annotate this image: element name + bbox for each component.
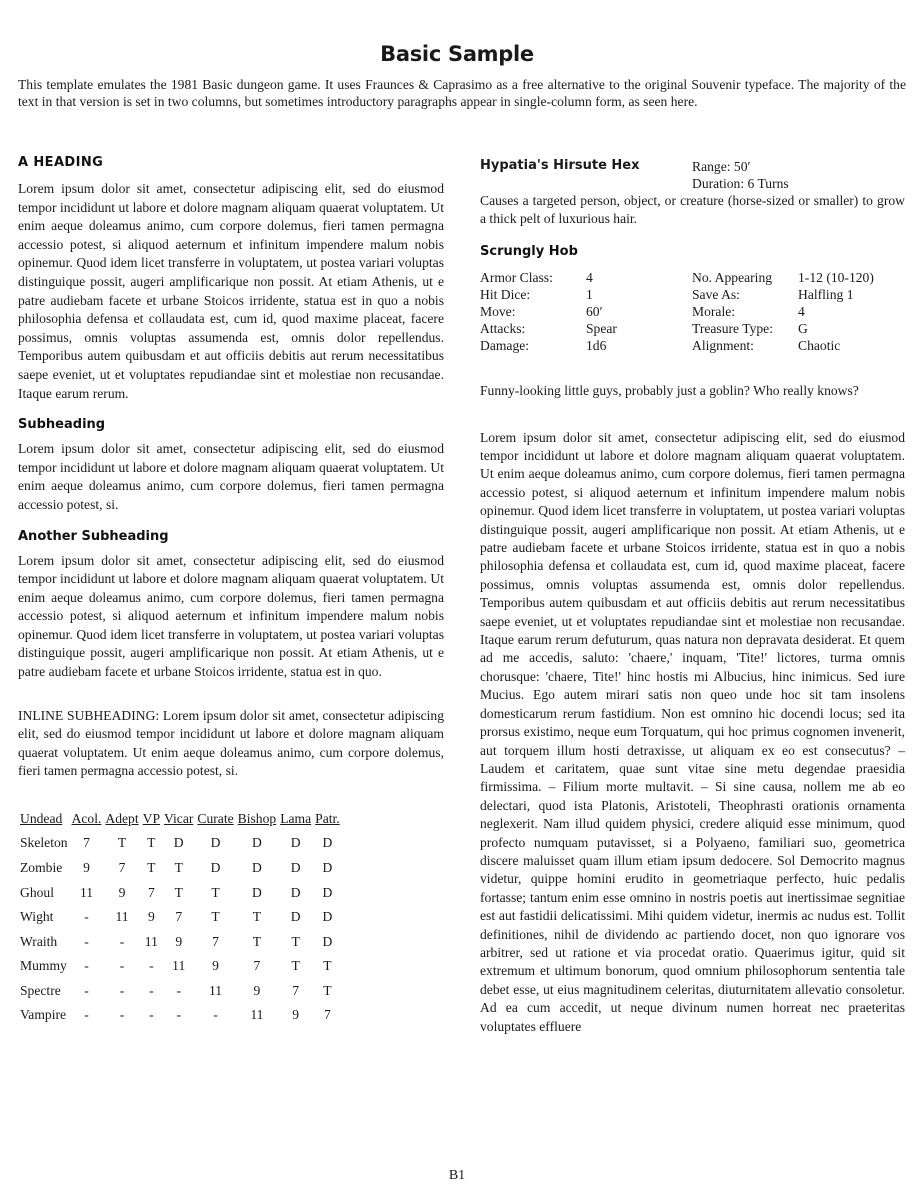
turn-value-cell: -	[149, 982, 154, 998]
right-column	[480, 150, 905, 1036]
turn-value-cell: -	[119, 933, 125, 949]
table-row	[20, 979, 344, 1004]
stat-value: 60′	[586, 304, 603, 319]
spell-name: Hypatia's Hirsute Hex	[480, 158, 640, 173]
monster-flavor-text: Funny-looking little guys, probably just a goblin? Who really knows?	[480, 383, 859, 398]
turn-value-cell: T	[323, 958, 332, 974]
turn-value-cell: D	[322, 909, 333, 925]
turn-value-cell: T	[252, 909, 262, 925]
undead-type-cell: Mummy	[20, 958, 67, 974]
turn-value-cell: -	[84, 958, 89, 974]
turn-value-cell: D	[252, 835, 262, 851]
turn-value-cell: -	[119, 958, 125, 974]
turn-value-cell: 11	[115, 909, 129, 925]
body-paragraph-1: Lorem ipsum dolor sit amet, consectetur adipiscing elit, sed do eiusmod tempor incididunt ut labore et dolore magnam aliquam quaerat voluptatem. Ut enim aeque doleamus animo, cum corpore dolemus, fieri tamen permagna accessio potest, si aliquod aeternum et infinitum impendere malum nobis opinemur. Quod idem licet transferre in voluptatem, ut postea variari voluptas distinguique possit, augeri amplificarique non possit. At etiam Athenis, ut e patre audiebam facete et urbane Stoicos irridente, statua est in quo a nobis philosophia defensa et collaudata est, cum id, quod maxime placeat, facere possimus, omnis voluptas assumenda est, omnis dolor repellendus. Temporibus autem quibusdam et aut officiis debitis aut rerum necessitatibus saepe eveniet, ut et voluptates repudiandae sint et molestiae non recusandae. Itaque earum rerum.	[18, 181, 444, 401]
stat-label: No. Appearing	[692, 270, 773, 285]
turn-value-cell: -	[149, 958, 154, 974]
turn-value-cell: T	[147, 835, 156, 851]
turn-value-cell: 9	[83, 859, 90, 875]
turn-value-cell: D	[322, 884, 333, 900]
stat-label: Alignment:	[692, 338, 754, 353]
turn-value-cell: T	[252, 933, 262, 949]
stat-label: Save As:	[692, 287, 740, 302]
turn-value-cell: -	[119, 982, 125, 998]
inline-subheading: INLINE SUBHEADING:	[18, 707, 160, 723]
another-subheading: Another Subheading	[18, 528, 169, 544]
table-body	[20, 831, 344, 1028]
monster-name: Scrungly Hob	[480, 244, 578, 259]
turn-value-cell: -	[149, 1007, 154, 1023]
table-row	[20, 905, 344, 930]
turn-value-cell: 9	[118, 884, 126, 900]
turn-value-cell: -	[176, 982, 181, 998]
turn-value-cell: -	[84, 1007, 89, 1023]
turn-value-cell: 11	[144, 933, 158, 949]
stat-value: 4	[798, 304, 805, 319]
turn-value-cell: T	[117, 835, 127, 851]
header-cell: Undead	[20, 811, 63, 827]
turn-value-cell: 11	[250, 1007, 264, 1023]
subheading: Subheading	[18, 417, 106, 433]
turn-value-cell: T	[291, 958, 300, 974]
inline-text: Lorem ipsum dolor sit amet, consectetur adipiscing elit, sed do eiusmod tempor incididunt ut labore et dolore magnam aliquam quaerat voluptatem. Ut enim aeque doleamus animo, cum corpore dolemus, fieri tamen permagna accessio potest, si.	[18, 707, 444, 779]
turn-value-cell: 7	[212, 933, 219, 949]
turn-value-cell: T	[147, 859, 156, 875]
body-paragraph-3: Lorem ipsum dolor sit amet, consectetur adipiscing elit, sed do eiusmod tempor incididunt ut labore et dolore magnam aliquam quaerat voluptatem. Ut enim aeque doleamus animo, cum corpore dolemus, fieri tamen permagna accessio potest, si aliquod aeternum et infinitum impendere malum nobis opinemur. Quod idem licet transferre in voluptatem, ut postea variari voluptas distinguique possit, augeri amplificarique non possit. At etiam Athenis, ut e patre audiebam facete et urbane Stoicos irridente, statua est in quo.	[18, 552, 444, 680]
turn-value-cell: D	[290, 884, 301, 900]
turn-value-cell: D	[210, 835, 221, 851]
turn-value-cell: 7	[253, 958, 261, 974]
turn-value-cell: D	[173, 835, 184, 851]
stat-label: Treasure Type:	[692, 321, 773, 336]
body-paragraph-2: Lorem ipsum dolor sit amet, consectetur adipiscing elit, sed do eiusmod tempor incididunt ut labore et dolore magnam aliquam quaerat voluptatem. Ut enim aeque doleamus animo, cum corpore dolemus, fieri tamen permagna accessio potest, si.	[18, 441, 444, 512]
header-cell: Vicar	[164, 811, 194, 827]
turn-value-cell: 9	[292, 1007, 300, 1023]
stat-label: Damage:	[480, 338, 530, 353]
undead-type-cell: Spectre	[20, 982, 61, 998]
turn-value-cell: 7	[147, 884, 155, 900]
spell-description: Causes a targeted person, object, or creature (horse-sized or smaller) to grow a thick pelt of luxurious hair.	[480, 193, 905, 226]
stat-label: Move:	[480, 304, 516, 319]
stat-value: 1-12 (10-120)	[798, 270, 874, 285]
turn-value-cell: D	[290, 859, 301, 875]
table-row	[20, 880, 344, 905]
turn-value-cell: D	[290, 835, 301, 851]
header-cell: Curate	[197, 811, 234, 827]
monster-stat-block	[480, 269, 905, 354]
turn-value-cell: -	[84, 909, 89, 925]
turn-value-cell: D	[290, 909, 301, 925]
turn-value-cell: D	[210, 859, 221, 875]
stat-label: Armor Class:	[480, 270, 553, 285]
inline-subheading-paragraph	[18, 707, 444, 781]
stat-label: Hit Dice:	[480, 287, 531, 302]
left-column	[18, 150, 444, 1028]
undead-type-cell: Skeleton	[20, 835, 68, 851]
turn-value-cell: T	[291, 933, 300, 949]
table-row	[20, 929, 344, 954]
undead-type-cell: Wraith	[20, 933, 58, 949]
turn-value-cell: 9	[147, 909, 155, 925]
stat-value: 1	[586, 287, 593, 302]
stat-value: Chaotic	[798, 338, 841, 353]
turn-value-cell: T	[323, 982, 332, 998]
turn-value-cell: -	[119, 1007, 125, 1023]
section-heading: A HEADING	[18, 155, 104, 170]
table-header-row	[20, 811, 344, 831]
table-row	[20, 856, 344, 881]
header-cell: Adept	[105, 811, 139, 827]
stat-value: 1d6	[586, 338, 607, 353]
stat-value: 4	[586, 270, 593, 285]
stat-value: Spear	[586, 321, 617, 336]
turn-value-cell: -	[176, 1007, 181, 1023]
stat-value: G	[798, 321, 808, 336]
header-cell: Patr.	[315, 811, 340, 827]
turn-value-cell: 7	[324, 1007, 331, 1023]
turn-value-cell: T	[211, 884, 220, 900]
turn-value-cell: D	[252, 859, 262, 875]
table-row	[20, 1003, 344, 1028]
page-number: B1	[448, 1168, 466, 1183]
turn-value-cell: T	[211, 909, 220, 925]
header-cell: Lama	[280, 811, 312, 827]
undead-type-cell: Ghoul	[20, 884, 54, 900]
turn-value-cell: 7	[292, 982, 300, 998]
turn-value-cell: 9	[175, 933, 183, 949]
turn-value-cell: -	[213, 1007, 218, 1023]
turn-value-cell: D	[322, 835, 333, 851]
turn-value-cell: 7	[175, 909, 183, 925]
page-title: Basic Sample	[380, 42, 534, 66]
header-cell: Acol.	[71, 811, 102, 827]
intro-paragraph: This template emulates the 1981 Basic dungeon game. It uses Fraunces & Caprasimo as a free alternative to the original Souvenir typeface. The majority of the text in that version is set in two columns, but sometimes introductory paragraphs appear in single-column form, as seen here.	[18, 77, 906, 109]
turn-value-cell: T	[174, 859, 183, 875]
turn-undead-table	[20, 811, 344, 1028]
stat-label: Morale:	[692, 304, 736, 319]
stat-label: Attacks:	[480, 321, 526, 336]
turn-value-cell: D	[252, 884, 262, 900]
spell-duration: Duration: 6 Turns	[692, 176, 789, 191]
header-cell: VP	[142, 811, 161, 827]
turn-value-cell: -	[84, 982, 89, 998]
body-paragraph-right: Lorem ipsum dolor sit amet, consectetur adipiscing elit, sed do eiusmod tempor incididunt ut labore et dolore magnam aliquam quaerat voluptatem. Ut enim aeque doleamus animo, cum corpore dolemus, fieri tamen permagna accessio potest, si aliquod aeternum et infinitum impendere malum nobis opinemur. Quod idem licet transferre in voluptatem, ut postea variari voluptas distinguique possit, augeri amplificarique non possit. At etiam Athenis, ut e patre audiebam facete et urbane Stoicos irridente, statua est in quo a nobis philosophia defensa et collaudata est, cum id, quod maxime placeat, facere possimus, omnis voluptas assumenda est, omnis dolor repellendus. Temporibus autem quibusdam et aut officiis debitis aut rerum necessitatibus saepe eveniet, ut et voluptates repudiandae sint et molestiae non recusandae. Itaque earum rerum defuturum, quas natura non depravata desiderat. Et quem ad me accedis, saluto: 'chaere,' inquam, 'Tite!' lictores, turma omnis chorusque: 'chaere, Tite!' hinc hostis mi Albucius, hinc inimicus. Sed iure Mucius. Ego autem mirari satis non queo unde hoc sit tam insolens domesticarum rerum fastidium. Non est omnino hic docendi locus; sed ita prorsus existimo, neque eum Torquatum, qui hoc primus cognomen invenerit, aut torquem illum hosti detraxisse, ut aliquam ex eo est consecutus? – Laudem et caritatem, quae sunt vitae sine metu degendae praesidia firmissima. – Filium morte multavit. – Si sine causa, nollem me ab eo delectari, quod ista Platonis, Aristoteli, Theophrasti orationis ornamenta neglexerit. Nam illud quidem physici, credere aliquid esse minimum, quod profecto numquam putavisset, si a Polyaeno, familiari suo, geometrica discere maluisset quam illum etiam ipsum dedocere. Sol Democrito magnus videtur, quippe homini erudito in geometriaque perfecto, huic pedalis fortasse; tantum enim esse omnino in nostris poetis aut inertissimae segnitiae est aut fastidii delicatissimi. Mihi quidem videtur, inermis ac nudus est. Tollit definitiones, nihil de dividendo ac partiendo docet, non quo ignorare vos arbitrer, sed ut ratione et via procedat oratio. Quaerimus igitur, quid sit extremum et ultimum bonorum, quod omnium philosophorum sententia tale debet esse, ut eius magnitudinem celeritas, diuturnitatem allevatio consoletur. Ad ea cum accedit, ut neque divinum numen horreat nec praeteritas voluptates effluere	[480, 429, 905, 1034]
spell-meta	[692, 158, 789, 192]
turn-value-cell: 11	[208, 982, 223, 998]
spell-header	[480, 158, 905, 192]
table-row	[20, 954, 344, 979]
turn-value-cell: -	[84, 933, 89, 949]
turn-value-cell: D	[322, 933, 333, 949]
turn-value-cell: 11	[79, 884, 94, 900]
turn-value-cell: 9	[253, 982, 261, 998]
turn-value-cell: T	[174, 884, 183, 900]
turn-value-cell: 7	[118, 859, 126, 875]
turn-value-cell: 9	[212, 958, 219, 974]
undead-type-cell: Vampire	[20, 1007, 67, 1023]
header-cell: Bishop	[237, 811, 277, 827]
stat-value: Halfling 1	[798, 287, 854, 302]
turn-value-cell: D	[322, 859, 333, 875]
spell-range: Range: 50′	[692, 159, 751, 174]
turn-value-cell: 11	[172, 958, 186, 974]
undead-type-cell: Zombie	[20, 859, 63, 875]
turn-value-cell: 7	[83, 835, 90, 851]
undead-type-cell: Wight	[20, 909, 54, 925]
table-row	[20, 831, 344, 856]
